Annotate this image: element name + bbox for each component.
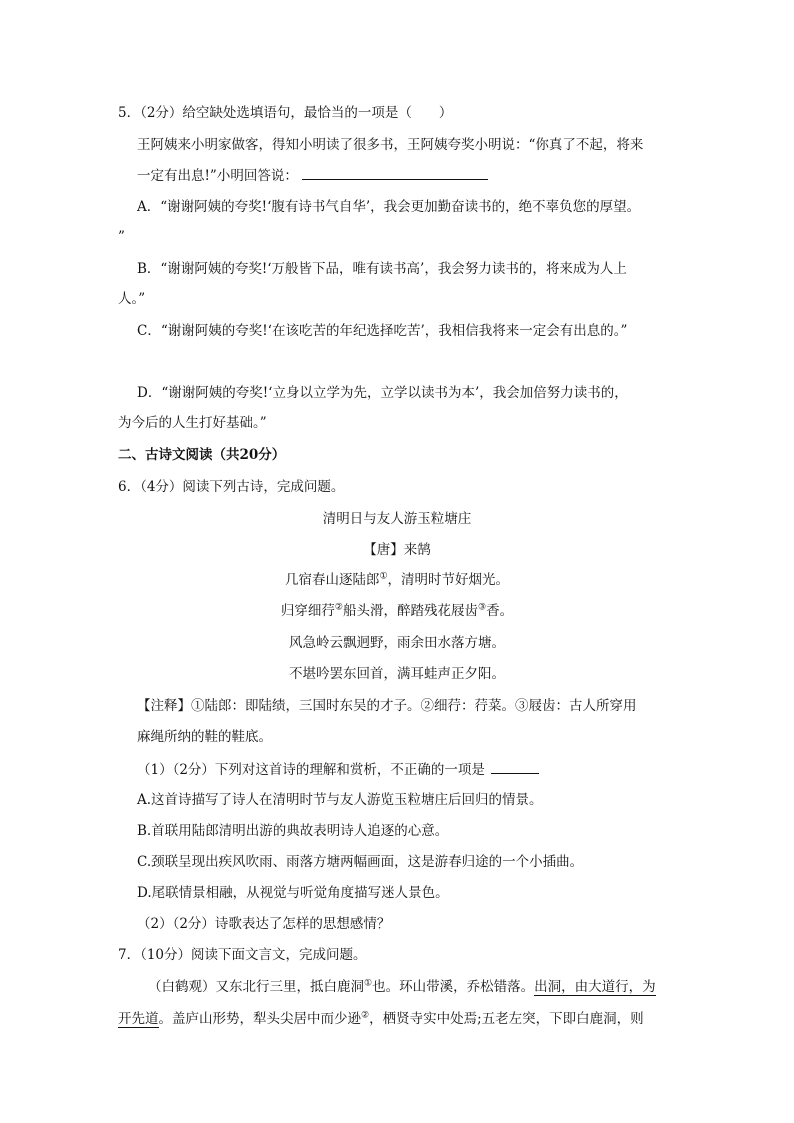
poem-notes-line-1: 【注释】①陆郎：即陆绩，三国时东吴的才子。②细荇：荇菜。③屐齿：古人所穿用 — [137, 698, 637, 714]
q5-option-a-line-1: A．“谢谢阿姨的夸奖!‘腹有诗书气自华’，我会更加勤奋读书的，绝不辜负您的厚望。 — [137, 199, 641, 215]
poem-line-2 — [0, 601, 794, 621]
q5-passage-line-1: 王阿姨来小明家做客，得知小明读了很多书，王阿姨夸奖小明说：“你真了不起，将来 — [137, 137, 644, 153]
poem-line-3: 风急岭云飘迥野，雨余田水落方塘。 — [289, 635, 505, 651]
q7-passage-1-a: （白鹤观）又东北行三里，抵白鹿洞 — [148, 979, 364, 995]
q6-stem: 6．（4分）阅读下列古诗，完成问题。 — [118, 479, 345, 495]
poem-notes-line-2: 麻绳所纳的鞋的鞋底。 — [137, 729, 272, 745]
q7-passage-1-b: 也。环山带溪，乔松错落。 — [372, 979, 535, 995]
poem-line-1 — [0, 570, 794, 590]
q5-option-d-line-2: 为今后的人生打好基础。” — [118, 415, 267, 431]
q7-underlined-sentence-part-2: 开先道 — [118, 1011, 159, 1027]
note-marker-2: ② — [334, 602, 343, 613]
poem-line-2-b: 船头滑，醉踏残花屐齿 — [343, 603, 478, 619]
q6-option-d: D.尾联情景相融，从视觉与听觉角度描写迷人景色。 — [137, 885, 449, 901]
q6-sub-1-text: （1）（2分）下列对这首诗的理解和赏析，不正确的一项是 — [137, 762, 485, 778]
poem-title: 清明日与友人游玉粒塘庄 — [322, 511, 472, 527]
q6-sub-1 — [137, 759, 539, 780]
q7-note-marker-2: ② — [361, 1010, 370, 1021]
q5-option-a-line-2: ” — [118, 229, 125, 245]
q7-underlined-sentence-part-1: 出洞，由大道行，为 — [534, 979, 656, 995]
q6-sub-1-blank — [491, 759, 539, 774]
q6-option-c: C.颈联呈现出疾风吹雨、雨落方塘两幅画面，这是游春归途的一个小插曲。 — [137, 854, 584, 870]
q7-passage-2-b: ，栖贤寺实中处焉;五老左突，下即白鹿洞，则 — [369, 1011, 644, 1027]
note-marker-3: ③ — [478, 602, 487, 613]
q6-option-a: A.这首诗描写了诗人在清明时节与友人游览玉粒塘庄后回归的情景。 — [137, 792, 543, 808]
q5-stem: 5．（2分）给空缺处选填语句，最恰当的一项是（ ） — [118, 105, 453, 121]
q6-option-b: B.首联用陆郎清明出游的典故表明诗人追逐的心意。 — [137, 823, 449, 839]
poem-line-1-b: ，清明时节好烟光。 — [387, 572, 510, 588]
note-marker-1: ① — [379, 571, 388, 582]
q5-passage-line-2 — [137, 165, 488, 186]
q5-option-d-line-1: D．“谢谢阿姨的夸奖!‘立身以立学为先，立学以读书为本’，我会加倍努力读书的， — [137, 385, 628, 401]
q5-passage-text: 一定有出息!”小明回答说： — [137, 168, 298, 184]
q7-passage-line-1 — [148, 977, 656, 997]
poem-line-4: 不堪吟罢东回首，满耳蛙声正夕阳。 — [289, 666, 505, 682]
q5-option-b-line-2: 人。” — [118, 291, 146, 307]
poem-line-2-a: 归穿细荇 — [280, 603, 335, 619]
poem-line-1-a: 几宿春山逐陆郎 — [284, 572, 380, 588]
q5-option-c-line-1: C．“谢谢阿姨的夸奖!‘在该吃苦的年纪选择吃苦’，我相信我将来一定会有出息的。” — [137, 323, 628, 339]
section-2-heading: 二、古诗文阅读（共20分） — [118, 447, 286, 463]
q7-stem: 7．（10分）阅读下面文言文，完成问题。 — [118, 947, 367, 963]
q6-sub-2: （2）（2分）诗歌表达了怎样的思想感情？ — [137, 916, 391, 932]
poem-line-2-c: 香。 — [486, 603, 514, 619]
q5-option-b-line-1: B．“谢谢阿姨的夸奖!‘万般皆下品，唯有读书高’，我会努力读书的，将来成为人上 — [137, 261, 627, 277]
poem-author: 【唐】来鹄 — [363, 542, 431, 558]
q7-note-marker-1: ① — [364, 978, 373, 989]
q7-passage-line-2 — [118, 1009, 644, 1029]
q7-passage-2-a: 。盖庐山形势，犁头尖居中而少逊 — [158, 1011, 361, 1027]
q5-answer-blank — [302, 165, 488, 180]
